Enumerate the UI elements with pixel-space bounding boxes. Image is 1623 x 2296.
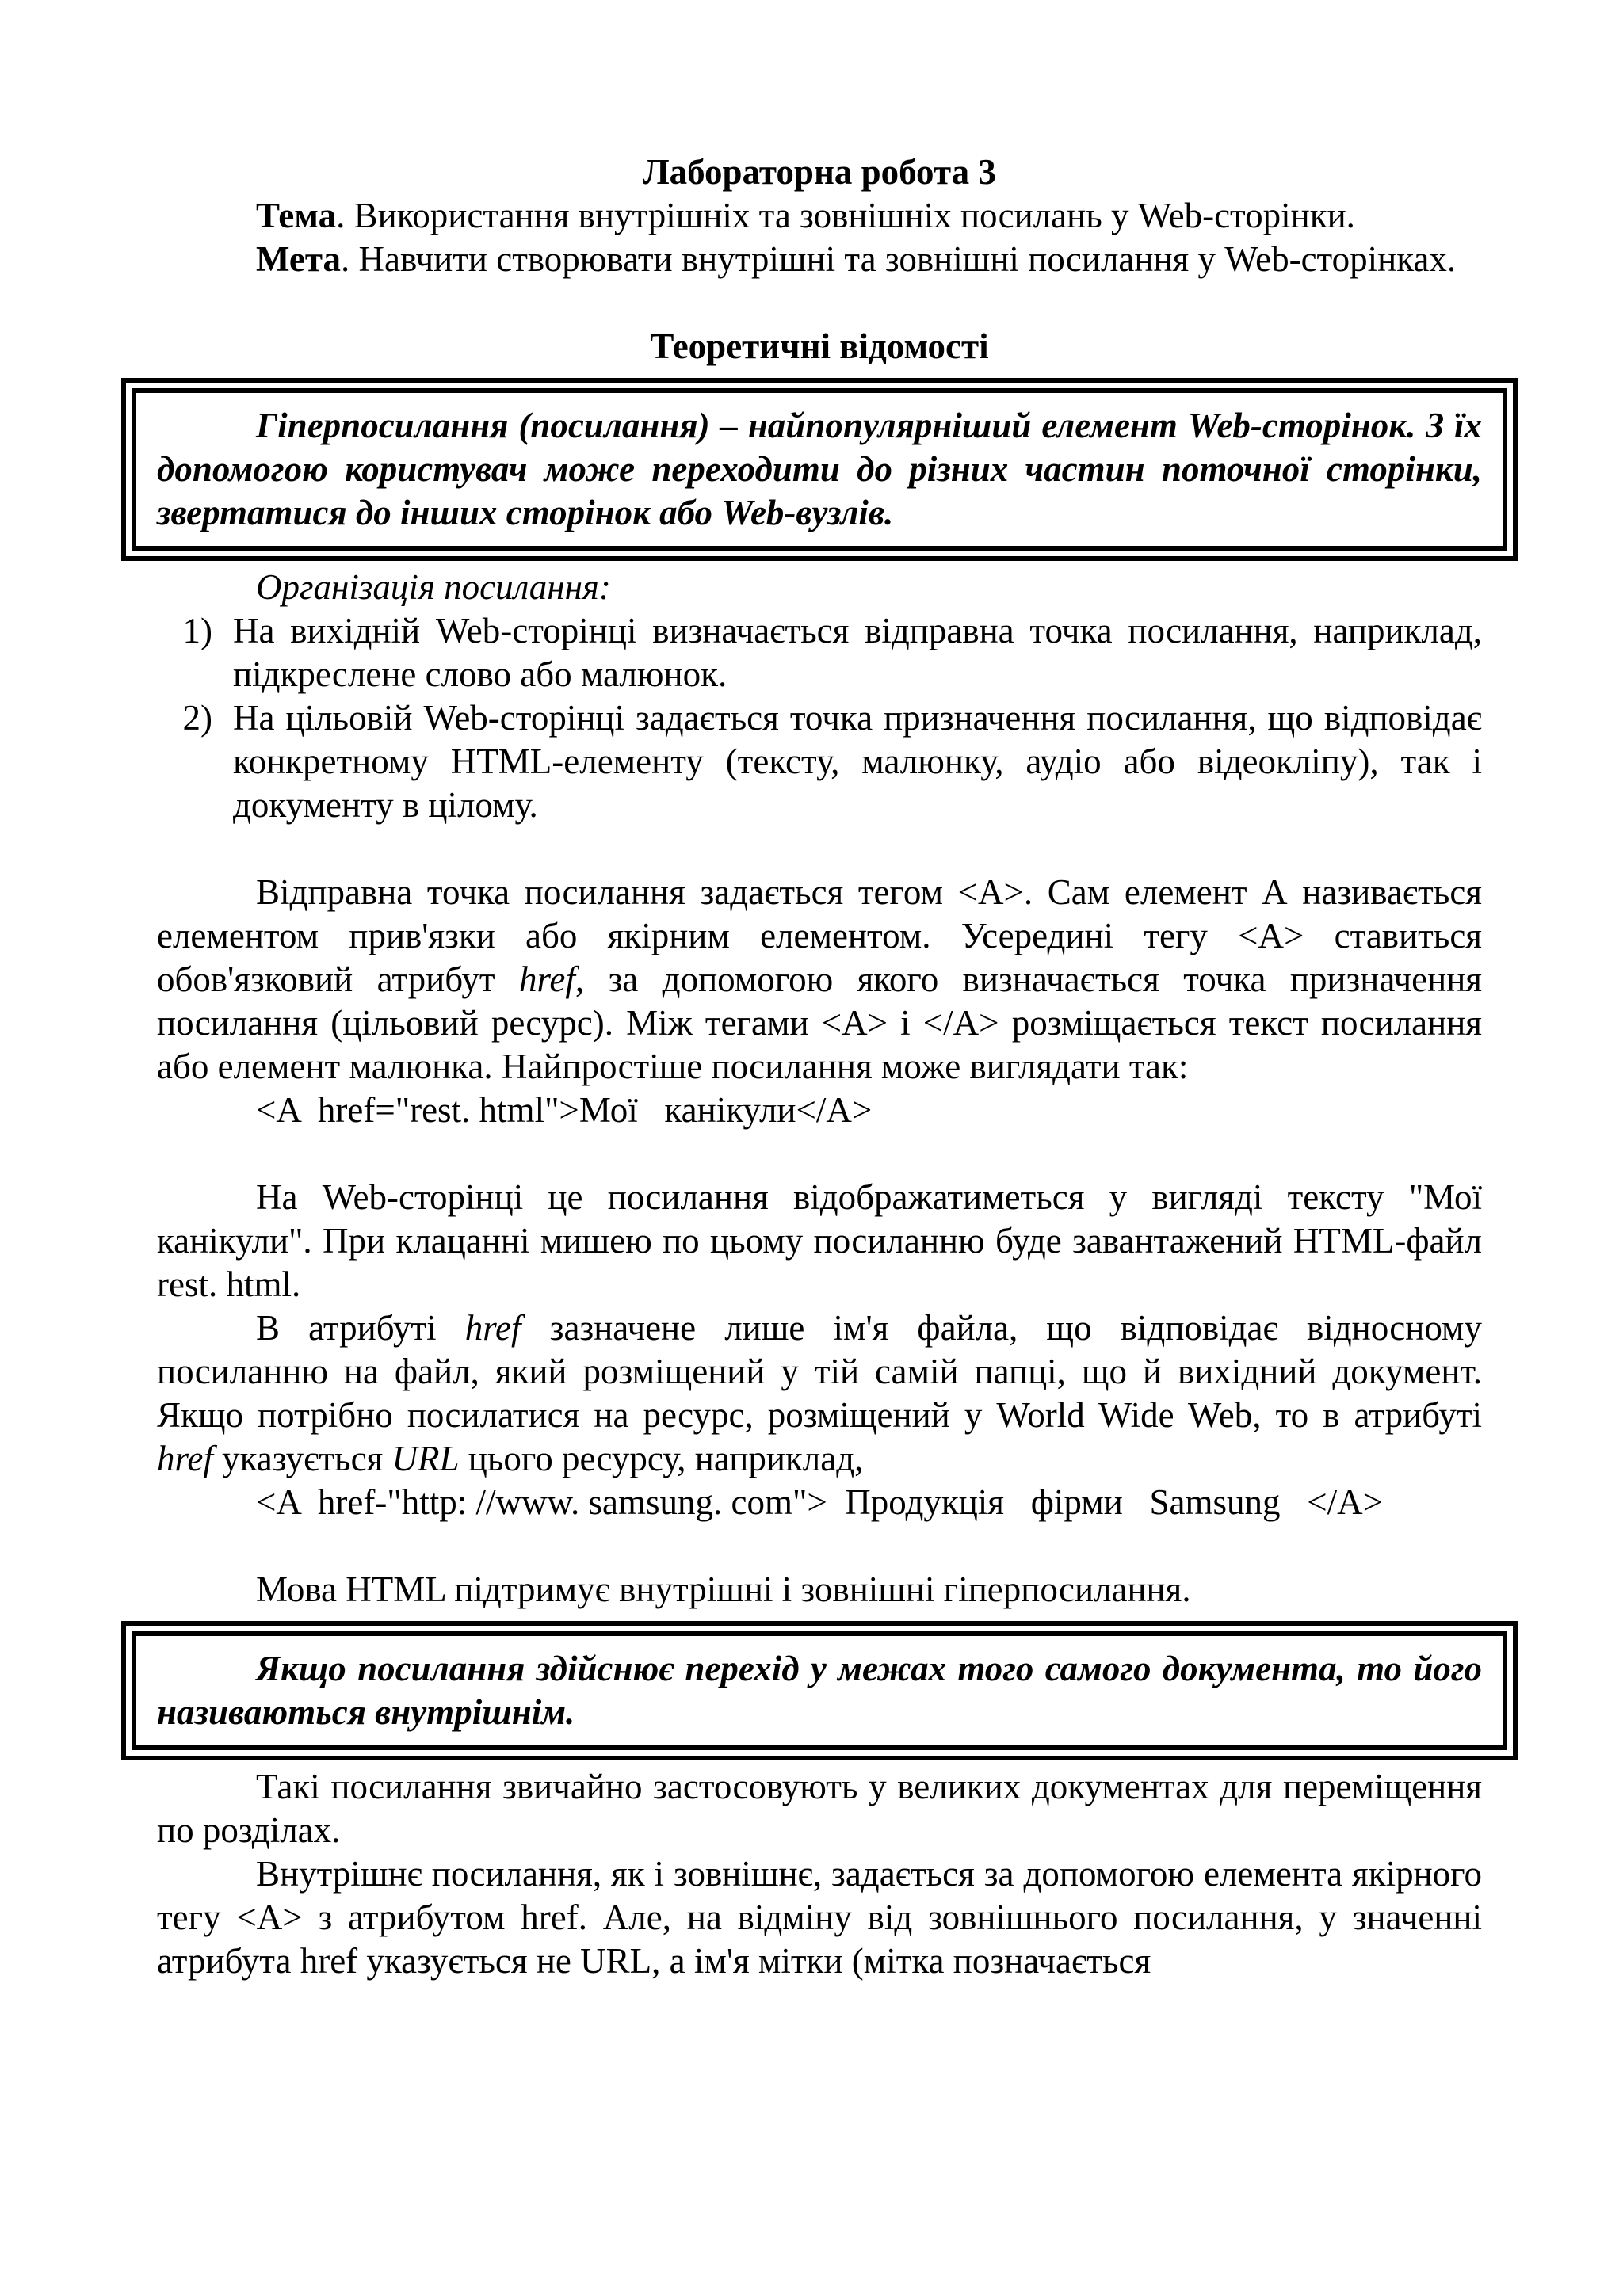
topic-line <box>157 194 1482 238</box>
paragraph-text: Відправна точка посилання задається тегом <A>. Сам елемент А називається елементом прив'язки або якірним елементом. Усередині тегу <A> ставиться обов'язковий атрибут <box>157 872 1482 999</box>
paragraph-large-documents: Такі посилання звичайно застосовують у великих документах для переміщення по розділах. <box>157 1767 1482 1850</box>
list-item <box>182 696 1482 827</box>
code-example-rest: <A href="rest. html">Мої канікули</A> <box>256 1090 873 1130</box>
paragraph-link-display: На Web-сторінці це посилання відображатиметься у вигляді тексту "Мої канікули". При клацанні мишею по цьому посиланню буде завантажений HTML-файл rest. html. <box>157 1177 1482 1304</box>
goal-line <box>157 238 1482 281</box>
topic-text: . Використання внутрішніх та зовнішніх посилань у Web-сторінки. <box>336 196 1355 235</box>
list-item-number: 1) <box>182 611 212 650</box>
list-item-text: На цільовій Web-сторінці задається точка призначення посилання, що відповідає конкретному HTML-елементу (тексту, малюнку, аудіо або відеокліпу), так і документу в цілому. <box>233 698 1482 825</box>
theory-title: Теоретичні відомості <box>650 326 989 366</box>
organization-title: Організація посилання: <box>256 567 611 607</box>
paragraph-text: зазначене лише ім'я файла, що відповідає відносному посиланню на файл, який розміщений у тій самій папці, що й вихідний документ. Якщо потрібно посилатися на ресурс, розміщений у World Wide Web, то в атрибуті <box>157 1308 1482 1435</box>
spacer <box>157 1524 1482 1568</box>
organization-list <box>157 609 1482 827</box>
spacer <box>157 827 1482 871</box>
definition-internal-text: Якщо посилання здійснює перехід у межах того самого документа, то його називаються внутрішнім. <box>157 1649 1482 1732</box>
definition-box-inner <box>132 388 1507 551</box>
spacer <box>157 281 1482 325</box>
lab-title: Лабораторна робота 3 <box>643 152 996 192</box>
definition-box-hyperlink <box>121 378 1518 561</box>
paragraph-text: указується <box>212 1439 392 1478</box>
paragraph-text: , за допомогою якого визначається точка призначення посилання (цільовий ресурс). Між тегами <A> і </A> розміщається текст посилання або елемент малюнка. Найпростіше посилання може виглядати так: <box>157 959 1483 1086</box>
paragraph-internal-link: Внутрішнє посилання, як і зовнішнє, задається за допомогою елемента якірного тегу <A> з атрибутом href. Але, на відміну від зовнішнього посилання, у значенні атрибута href указується не URL, а ім'я мітки (мітка позначається <box>157 1854 1482 1981</box>
href-term: href <box>519 959 575 999</box>
paragraph-text: цього ресурсу, наприклад, <box>459 1439 864 1478</box>
definition-hyperlink-text: Гіперпосилання (посилання) – найпопулярніший елемент Web-сторінок. З їх допомогою користувач може переходити до різних частин поточної сторінки, звертатися до інших сторінок або Web-вузлів. <box>157 406 1482 532</box>
document-page <box>157 151 1482 1983</box>
goal-text: . Навчити створювати внутрішні та зовнішні посилання у Web-сторінках. <box>341 239 1457 279</box>
paragraph-href-relative <box>157 1306 1482 1481</box>
definition-box-internal <box>121 1621 1518 1760</box>
url-term: URL <box>391 1439 460 1478</box>
paragraph-anchor-tag <box>157 871 1482 1089</box>
spacer <box>157 1132 1482 1176</box>
href-term: href <box>157 1439 213 1478</box>
list-item <box>182 609 1482 696</box>
list-item-text: На вихідній Web-сторінці визначається відправна точка посилання, наприклад, підкреслене слово або малюнок. <box>233 611 1482 694</box>
goal-label: Мета <box>256 239 342 279</box>
paragraph-html-links: Мова HTML підтримує внутрішні і зовнішні гіперпосилання. <box>256 1569 1191 1609</box>
definition-box-inner <box>132 1631 1507 1750</box>
topic-label: Тема <box>256 196 337 235</box>
paragraph-text: В атрибуті <box>256 1308 465 1348</box>
list-item-number: 2) <box>182 698 212 738</box>
href-term: href <box>464 1308 521 1348</box>
code-example-samsung: <A href-"http: //www. samsung. com"> Продукція фірми Samsung </A> <box>256 1482 1384 1522</box>
